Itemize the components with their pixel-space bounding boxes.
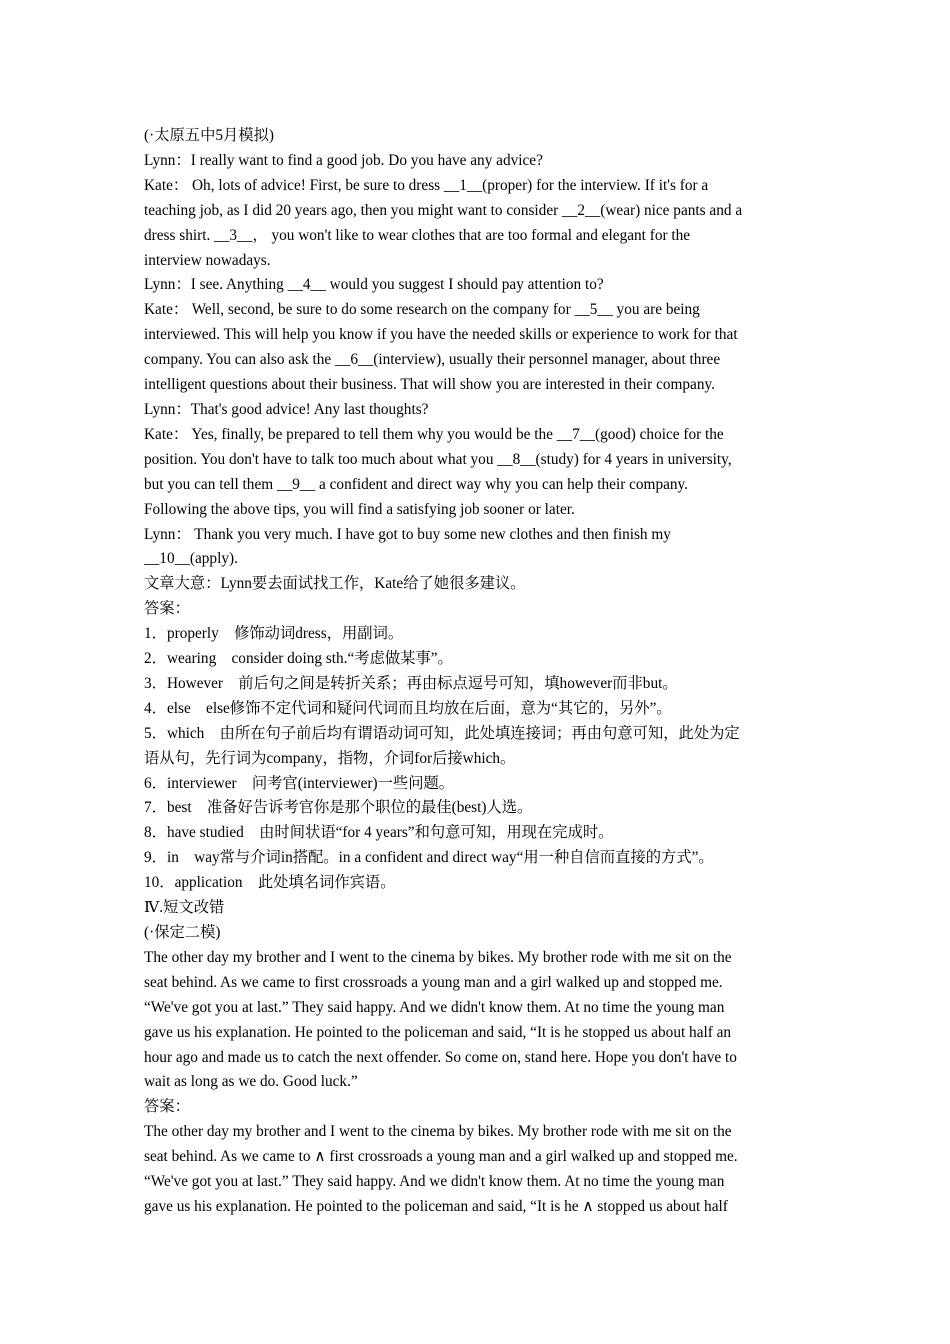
passage-line: gave us his explanation. He pointed to the policeman and said, “It is he stopped us about half an [144, 1023, 732, 1041]
answer-item: 1．properly 修饰动词dress，用副词。 [144, 625, 404, 643]
answer-item: 2．wearing consider doing sth.“考虑做某事”。 [144, 650, 453, 668]
answer-item: 语从句，先行词为company，指物，介词for后接which。 [144, 749, 516, 767]
answer-item: 7．best 准备好告诉考官你是那个职位的最佳(best)人选。 [144, 799, 533, 817]
dialogue-line: Following the above tips, you will find a satisfying job sooner or later. [144, 500, 575, 518]
answer-item: 9．in way常与介词in搭配。in a confident and direct way“用一种自信而直接的方式”。 [144, 849, 714, 867]
dialogue-line: position. You don't have to talk too much about what you __8__(study) for 4 years in university, [144, 450, 732, 468]
answer-item: 5．which 由所在句子前后均有谓语动词可知，此处填连接词；再由句意可知，此处为定 [144, 724, 740, 742]
corrected-passage-line: The other day my brother and I went to the cinema by bikes. My brother rode with me sit on the [144, 1123, 732, 1141]
source-note: (·太原五中5月模拟) [144, 127, 275, 144]
dialogue-line: dress shirt. __3__， you won't like to wear clothes that are too formal and elegant for the [144, 226, 691, 244]
corrected-passage-line: “We've got you at last.” They said happy. And we didn't know them. At no time the young man [144, 1173, 725, 1191]
answer-item: 6．interviewer 问考官(interviewer)一些问题。 [144, 774, 455, 792]
passage-line: hour ago and made us to catch the next offender. So come on, stand here. Hope you don't have to [144, 1048, 737, 1066]
dialogue-line: Kate： Yes, finally, be prepared to tell them why you would be the __7__(good) choice for the [144, 425, 724, 443]
passage-line: “We've got you at last.” They said happy. And we didn't know them. At no time the young man [144, 998, 725, 1016]
answer-item: 3．However 前后句之间是转折关系；再由标点逗号可知，填however而非but。 [144, 674, 678, 692]
dialogue-line: Lynn：That's good advice! Any last thoughts? [144, 400, 429, 418]
passage-line: seat behind. As we came to first crossroads a young man and a girl walked up and stopped me. [144, 973, 723, 991]
summary-line: 文章大意：Lynn要去面试找工作，Kate给了她很多建议。 [144, 575, 526, 593]
dialogue-line: Kate： Well, second, be sure to do some research on the company for __5__ you are being [144, 301, 700, 319]
corrected-passage-line: gave us his explanation. He pointed to the policeman and said, “It is he ∧ stopped us about half [144, 1197, 728, 1215]
source-note: (·保定二模) [144, 924, 221, 941]
dialogue-line: but you can tell them __9__ a confident and direct way why you can help their company. [144, 475, 689, 493]
dialogue-line: interview nowadays. [144, 251, 271, 269]
section-heading: Ⅳ.短文改错 [144, 899, 225, 917]
dialogue-line: Kate： Oh, lots of advice! First, be sure to dress __1__(proper) for the interview. If it's for a [144, 176, 709, 194]
answer-item: 4．else else修饰不定代词和疑问代词而且均放在后面，意为“其它的，另外”。 [144, 699, 672, 717]
dialogue-line: company. You can also ask the __6__(interview), usually their personnel manager, about three [144, 351, 721, 369]
dialogue-line: Lynn： Thank you very much. I have got to buy some new clothes and then finish my [144, 525, 671, 543]
dialogue-line: Lynn：I see. Anything __4__ would you suggest I should pay attention to? [144, 276, 604, 294]
dialogue-line: intelligent questions about their business. That will show you are interested in their company. [144, 376, 715, 394]
dialogue-line: __10__(apply). [144, 550, 238, 568]
passage-line: wait as long as we do. Good luck.” [144, 1073, 358, 1091]
dialogue-line: interviewed. This will help you know if you have the needed skills or experience to work for that [144, 326, 738, 344]
answer-item: 10．application 此处填名词作宾语。 [144, 874, 396, 892]
dialogue-line: Lynn：I really want to find a good job. Do you have any advice? [144, 151, 543, 169]
document-page [144, 124, 806, 1220]
dialogue-line: teaching job, as I did 20 years ago, then you might want to consider __2__(wear) nice pants and a [144, 201, 743, 219]
answer-heading: 答案： [144, 600, 190, 618]
answer-heading: 答案： [144, 1098, 190, 1116]
passage-line: The other day my brother and I went to the cinema by bikes. My brother rode with me sit on the [144, 948, 732, 966]
answer-item: 8．have studied 由时间状语“for 4 years”和句意可知，用现在完成时。 [144, 824, 614, 842]
corrected-passage-line: seat behind. As we came to ∧ first crossroads a young man and a girl walked up and stopped me. [144, 1148, 738, 1166]
